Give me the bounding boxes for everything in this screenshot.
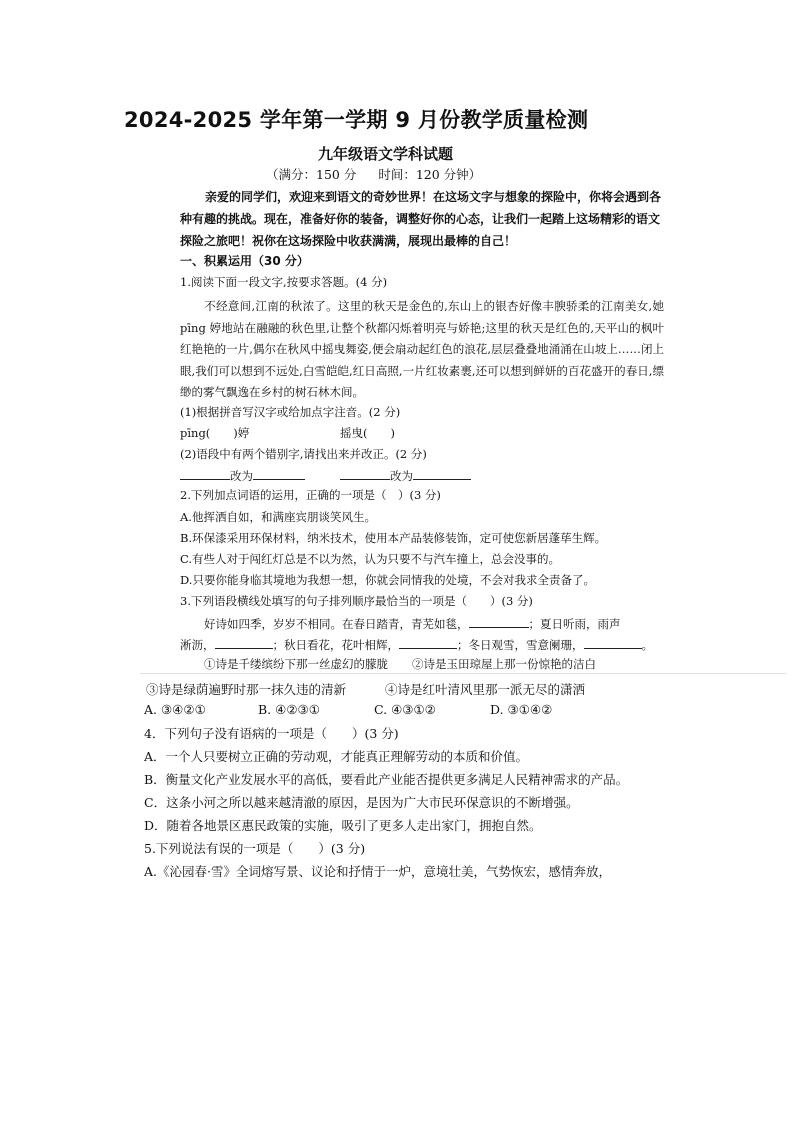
q3-choice-a: A. ③④②① (144, 702, 206, 717)
q1-fix-a: 改为 (180, 467, 305, 484)
q3-sentence-2: ②诗是玉田琼屋上那一份惊艳的洁白 (412, 657, 596, 671)
q2-option-d: D.只要你能身临其境地为我想一想，你就会同情我的处境，不会对我求全责备了。 (180, 573, 595, 587)
q1-passage: 不经意间,江南的秋浓了。这里的秋天是金色的,东山上的银杏好像丰腴骄柔的江南美女,她 pīng 婷地站在融融的秋色里,让整个秋都闪烁着明亮与娇艳;这里的秋天是红色的,天平山的枫叶红艳艳的一片,偶尔在秋风中摇曳舞姿,便会扇动起红色的浪花,层层叠叠地涌涌在山坡上……闭上眼,我们可以想到不远处,白雪皑皑,红日高照,一片红妆素裹,还可以想到鲜妍的百花盛开的春日,缥缈的雾气飘逸在乡村的树石林木间。 (180, 299, 664, 400)
exam-time: 时间：120 分钟） (378, 167, 482, 182)
scan-seam (140, 673, 786, 674)
q5-option-a: A.《沁园春·雪》全词熔写景、议论和抒情于一炉，意境壮美，气势恢宏，感情奔放， (144, 864, 611, 879)
exam-subtitle: 九年级语文学科试题 (318, 145, 454, 163)
q3-stem: 3.下列语段横线处填写的句子排列顺序最恰当的一项是（ ）(3 分) (180, 594, 533, 608)
q1-sub1: (1)根据拼音写汉字或给加点字注音。(2 分) (180, 405, 401, 419)
section-heading: 一、积累运用（30 分） (180, 254, 309, 268)
exam-title: 2024-2025 学年第一学期 9 月份教学质量检测 (124, 108, 589, 132)
q3-choice-d: D. ③①④② (490, 702, 553, 717)
q3-line2: 淅沥， ；秋日看花，花叶相辉， ；冬日观雪，雪意阑珊， 。 (180, 638, 653, 652)
q1-fix-b: 改为 (340, 467, 471, 484)
q3-sentence-1: ①诗是千缕缤纷下那一丝虚幻的朦胧 (204, 657, 388, 671)
exam-score: （满分：150 分 (266, 167, 357, 182)
q2-stem: 2.下列加点词语的运用，正确的一项是（ ）(3 分) (180, 488, 441, 502)
intro-paragraph: 亲爱的同学们，欢迎来到语文的奇妙世界！在这场文字与想象的探险中，你将会遇到各种有趣的挑战。现在，准备好你的装备，调整好你的心态，让我们一起踏上这场精彩的语文探险之旅吧！祝你在这场探险中收获满满，展现出最棒的自己！ (180, 190, 662, 248)
q3-choice-b: B. ④②③① (258, 702, 320, 717)
q3-line1: 好诗如四季，岁岁不相同。在春日踏青，青芜如毯， ；夏日听雨，雨声 (204, 617, 621, 631)
q4-stem: 4．下列句子没有语病的一项是（ ）(3 分) (144, 726, 399, 741)
q4-option-d: D．随着各地景区惠民政策的实施，吸引了更多人走出家门，拥抱自然。 (144, 818, 542, 833)
q1-stem: 1.阅读下面一段文字,按要求答题。(4 分) (180, 275, 388, 289)
q4-option-a: A．一个人只要树立正确的劳动观，才能真正理解劳动的本质和价值。 (144, 749, 529, 764)
q3-choice-c: C. ④③①② (374, 702, 436, 717)
q1-blank-b: 摇曳( ) (340, 426, 395, 440)
q1-blank-a: pīng( )婷 (180, 426, 250, 440)
q3-sentence-4: ④诗是红叶清风里那一派无尽的潇洒 (385, 682, 586, 697)
q2-option-b: B.环保漆采用环保材料，纳米技术，使用本产品装修装饰，定可使您新居蓬荜生辉。 (180, 531, 607, 545)
q2-option-c: C.有些人对于闯红灯总是不以为然，认为只要不与汽车撞上，总会没事的。 (180, 552, 561, 566)
q4-option-c: C．这条小河之所以越来越清澈的原因，是因为广大市民环保意识的不断增强。 (144, 795, 579, 810)
q2-option-a: A.他挥洒自如，和满座宾朋谈笑风生。 (180, 510, 376, 524)
q4-option-b: B．衡量文化产业发展水平的高低，要看此产业能否提供更多满足人民精神需求的产品。 (144, 772, 629, 787)
exam-meta (266, 165, 481, 183)
q1-sub2: (2)语段中有两个错别字,请找出来并改正。(2 分) (180, 447, 427, 461)
q3-sentence-3: ③诗是绿荫遍野时那一抹久违的清新 (146, 682, 347, 697)
q5-stem: 5.下列说法有误的一项是（ ）(3 分) (144, 841, 366, 856)
